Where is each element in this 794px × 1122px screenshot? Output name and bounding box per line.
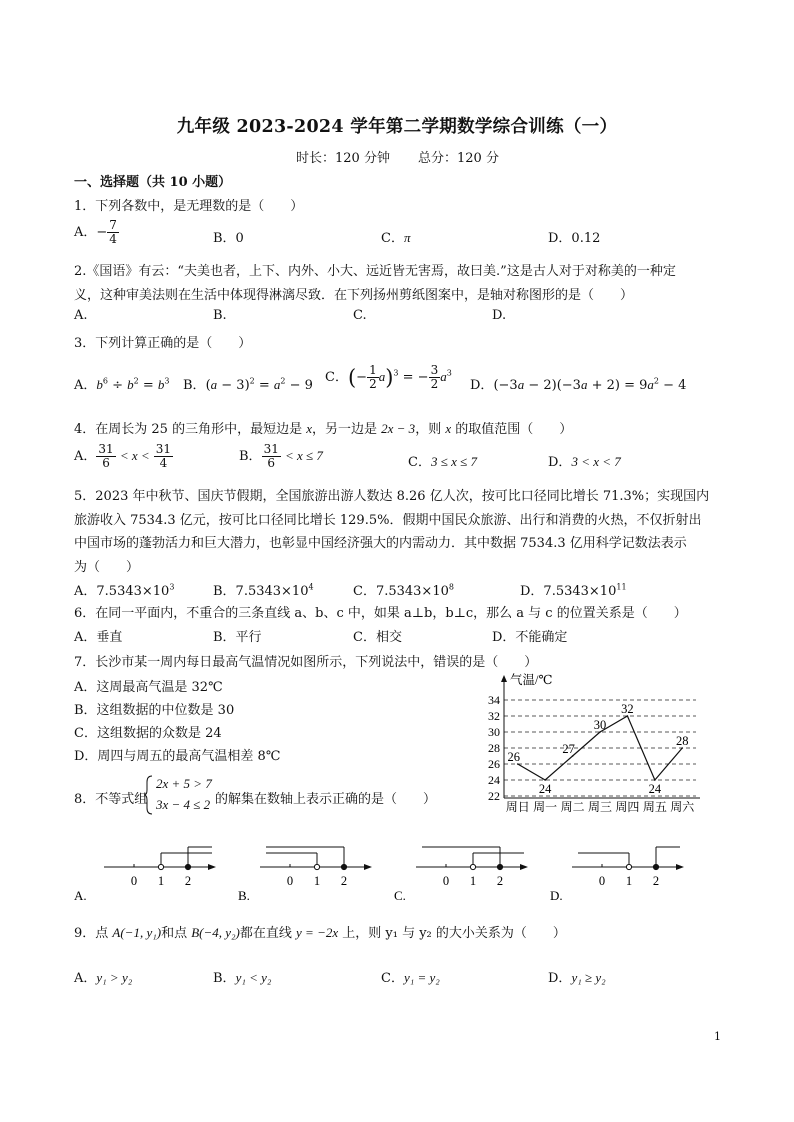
solid-point bbox=[185, 864, 190, 869]
q5-option-a: A．$7.5343\times 10^3$ bbox=[74, 582, 175, 599]
q8-stem-prefix: 8．不等式组 bbox=[74, 792, 148, 807]
q9-stem: 9．点 A(−1, y₁)和点 B(−4, y₂)都在直线 y = −2x 上，则 y₁ 与 y₂ 的大小关系为（ ） bbox=[74, 925, 566, 941]
number-line-tick-label: 1 bbox=[625, 874, 633, 888]
open-point bbox=[314, 864, 319, 869]
chart-data-label: 27 bbox=[562, 742, 575, 756]
q4-stem: 4．在周长为 25 的三角形中，最短边是 x，另一边是 2x − 3，则 x 的取值范围（ ） bbox=[74, 421, 573, 437]
chart-y-tick-label: 24 bbox=[488, 773, 500, 787]
open-point bbox=[470, 864, 475, 869]
q5-stem-line2: 旅游收入 7534.3 亿元，按可比口径同比增长 129.5%．假期中国民众旅游、出行和消费的火热，不仅折射出 bbox=[74, 513, 702, 528]
chart-data-label: 32 bbox=[621, 702, 634, 716]
number-line-tick-label: 2 bbox=[340, 874, 348, 888]
chart-x-tick-label: 周四 bbox=[615, 800, 640, 814]
q2-option-a: A. bbox=[74, 308, 88, 323]
q6-stem: 6．在同一平面内，不重合的三条直线 a、b、c 中，如果 a⊥b，b⊥c，那么 a 与 c 的位置关系是（ ） bbox=[74, 606, 687, 621]
q4-option-c: C．3 ≤ x ≤ 7 bbox=[408, 454, 477, 470]
number-line-tick-label: 1 bbox=[469, 874, 477, 888]
solid-point bbox=[341, 864, 346, 869]
number-line-tick-label: 2 bbox=[652, 874, 660, 888]
chart-y-tick-label: 26 bbox=[488, 757, 500, 771]
q5-option-d: D．$7.5343\times 10^{11}$ bbox=[520, 582, 627, 599]
q9-option-c: C．y₁ = y₂ bbox=[381, 970, 440, 986]
chart-x-tick-label: 周五 bbox=[642, 800, 667, 814]
q4-option-d: D．3 < x < 7 bbox=[548, 454, 621, 470]
q5-option-c: C．$7.5343\times 10^8$ bbox=[353, 582, 454, 599]
q8-option-label: A. bbox=[74, 888, 87, 903]
number-line-tick-label: 2 bbox=[184, 874, 192, 888]
q3-stem: 3．下列计算正确的是（ ） bbox=[74, 336, 252, 351]
q5-stem-line1: 5．2023 年中秋节、国庆节假期，全国旅游出游人数达 8.26 亿人次，按可比口径同比增长 71.3%；实现国内 bbox=[74, 489, 710, 504]
page-title: 九年级 2023-2024 学年第二学期数学综合训练（一） bbox=[176, 117, 618, 137]
q1-stem: 1．下列各数中，是无理数的是（ ） bbox=[74, 199, 304, 214]
q6-option-d: D．不能确定 bbox=[492, 630, 568, 645]
chart-data-label: 24 bbox=[648, 782, 662, 796]
q8-option-label: D. bbox=[550, 888, 563, 903]
chart-data-label: 30 bbox=[593, 718, 607, 732]
chart-x-tick-label: 周三 bbox=[587, 800, 613, 814]
q4-option-a: A． $\frac{31}{6}$ < x < $\frac{31}{4}$ bbox=[74, 442, 172, 470]
q8-option-label: C. bbox=[394, 888, 406, 903]
q8-inequality-system bbox=[144, 774, 214, 816]
q7-option-a: A．这周最高气温是 32℃ bbox=[74, 680, 223, 695]
q3-option-b: B．$(a - 3)^2 = a^2 - 9$ bbox=[183, 376, 313, 393]
chart-y-tick-label: 28 bbox=[488, 741, 500, 755]
open-point bbox=[626, 864, 631, 869]
number-line-tick-label: 0 bbox=[130, 874, 138, 888]
chart-x-tick-label: 周六 bbox=[670, 800, 695, 814]
chart-x-tick-label: 周二 bbox=[560, 800, 585, 814]
page-number: 1 bbox=[714, 1030, 721, 1043]
q7-option-c: C．这组数据的众数是 24 bbox=[74, 726, 222, 741]
number-line-tick-label: 1 bbox=[313, 874, 321, 888]
number-line-tick-label: 1 bbox=[157, 874, 165, 888]
q6-option-b: B．平行 bbox=[213, 630, 262, 645]
solid-point bbox=[653, 864, 658, 869]
q2-option-b: B. bbox=[213, 308, 227, 323]
q1-option-c: C．π bbox=[381, 230, 411, 246]
q4-option-b: B． $\frac{31}{6}$ < x ≤ 7 bbox=[239, 442, 323, 470]
q3-option-a: A．$b^6 \div b^2 = b^3$ bbox=[74, 376, 170, 393]
q8-inequality-1: 2x + 5 > 7 bbox=[156, 776, 212, 791]
q2-stem-line1: 2.《国语》有云：“夫美也者，上下、内外、小大、远近皆无害焉，故曰美.”这是古人对于对称美的一种定 bbox=[74, 264, 676, 279]
section-heading: 一、选择题（共 10 小题） bbox=[74, 175, 232, 190]
chart-y-tick-label: 22 bbox=[488, 789, 500, 803]
number-line-arrow-icon bbox=[208, 864, 216, 870]
chart-data-label: 26 bbox=[507, 750, 520, 764]
chart-x-tick-label: 周日 bbox=[505, 800, 530, 814]
q8-number-lines bbox=[60, 835, 740, 905]
number-line-tick-label: 0 bbox=[286, 874, 294, 888]
number-line-arrow-icon bbox=[676, 864, 684, 870]
chart-y-axis-arrow-icon bbox=[501, 675, 507, 682]
chart-point bbox=[654, 779, 656, 781]
number-line-tick-label: 2 bbox=[496, 874, 504, 888]
number-line-tick-label: 0 bbox=[598, 874, 606, 888]
solid-point bbox=[497, 864, 502, 869]
q2-option-d: D. bbox=[492, 308, 507, 323]
q3-option-d: D．$(-3a - 2)(-3a + 2) = 9a^2 - 4$ bbox=[470, 376, 687, 393]
q7-option-d: D．周四与周五的最高气温相差 8℃ bbox=[74, 749, 281, 764]
q9-option-b: B．y₁ < y₂ bbox=[213, 970, 272, 986]
chart-data-label: 28 bbox=[676, 734, 689, 748]
chart-y-axis-label: 气温/℃ bbox=[510, 673, 553, 687]
number-line-arrow-icon bbox=[520, 864, 528, 870]
q5-stem-line3: 中国市场的蓬勃活力和巨大潜力，也彰显中国经济强大的内需动力．其中数据 7534.3 亿用科学记数法表示 bbox=[74, 536, 687, 551]
q1-option-a: A．− $\frac{7}{4}$ bbox=[74, 218, 117, 246]
temperature-line-chart bbox=[476, 670, 716, 815]
q5-option-b: B．$7.5343\times 10^4$ bbox=[213, 582, 314, 599]
q3-option-c: C．(− $\frac{1}{2}$ a)$^3$ = − $\frac{3}{2}$ $a^3$ bbox=[325, 363, 452, 391]
chart-point bbox=[544, 779, 546, 781]
q6-option-a: A．垂直 bbox=[74, 630, 123, 645]
q9-option-a: A．y₁ > y₂ bbox=[74, 970, 133, 986]
number-line-arrow-icon bbox=[364, 864, 372, 870]
chart-y-tick-label: 30 bbox=[488, 725, 500, 739]
chart-data-label: 24 bbox=[538, 782, 552, 796]
q2-stem-line2: 义，这种审美法则在生活中体现得淋漓尽致．在下列扬州剪纸图案中，是轴对称图形的是（ ） bbox=[74, 288, 634, 303]
open-point bbox=[158, 864, 163, 869]
q2-option-c: C. bbox=[353, 308, 367, 323]
q7-option-b: B．这组数据的中位数是 30 bbox=[74, 703, 235, 718]
q8-inequality-2: 3x − 4 ≤ 2 bbox=[156, 797, 211, 812]
q1-option-d: D．0.12 bbox=[548, 231, 601, 246]
q6-option-c: C．相交 bbox=[353, 630, 402, 645]
chart-x-tick-label: 周一 bbox=[533, 800, 558, 814]
chart-y-tick-label: 32 bbox=[488, 709, 500, 723]
q9-option-d: D．y₁ ≥ y₂ bbox=[548, 970, 606, 986]
chart-y-tick-label: 34 bbox=[488, 693, 500, 707]
q5-stem-line4: 为（ ） bbox=[74, 560, 140, 575]
q8-brace-icon bbox=[144, 775, 154, 815]
exam-duration: 时长：120 分钟 bbox=[296, 151, 390, 166]
q8-stem-suffix: 的解集在数轴上表示正确的是（ ） bbox=[215, 792, 437, 807]
exam-total-score: 总分：120 分 bbox=[418, 151, 499, 166]
q8-option-label: B. bbox=[238, 888, 250, 903]
q1-option-b: B．0 bbox=[213, 231, 244, 246]
number-line-tick-label: 0 bbox=[442, 874, 450, 888]
q7-stem: 7．长沙市某一周内每日最高气温情况如图所示，下列说法中，错误的是（ ） bbox=[74, 655, 538, 670]
